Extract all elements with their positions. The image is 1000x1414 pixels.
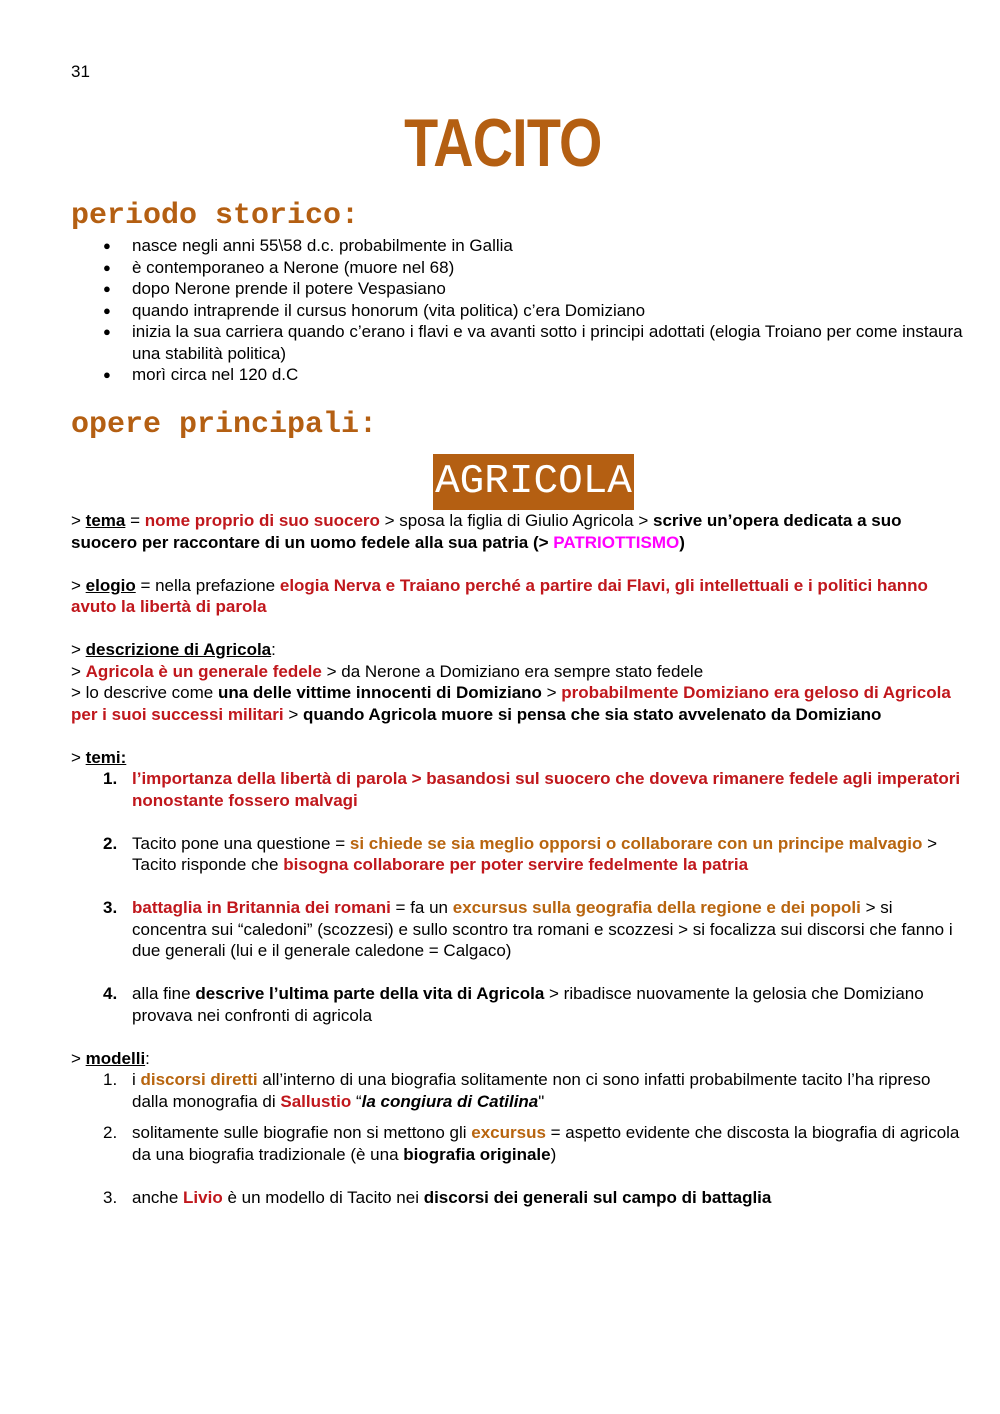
elogio-paragraph — [71, 575, 966, 618]
elogio-label: elogio — [85, 575, 136, 595]
list-item: ● morì circa nel 120 d.C — [132, 364, 966, 386]
text: probabilmente Domiziano era geloso di Agricola per i suoi successi militari — [71, 683, 951, 724]
text: > si concentra sui “caledoni” (scozzesi) e sullo scontro tra romani e scozzesi > si focalizza sui discorsi che fanno i due generali (lui e il generale caledone = Calgaco) — [132, 898, 953, 960]
item-number: 3. — [103, 1187, 118, 1207]
text: scrive un’opera dedicata a suo suocero per raccontare di un uomo fedele alla sua patria (> — [71, 511, 902, 552]
page-number: 31 — [71, 62, 90, 81]
text: anche — [132, 1187, 184, 1207]
text: > — [71, 661, 86, 681]
list-item — [103, 833, 966, 876]
text: “ — [351, 1091, 362, 1111]
text: : — [271, 640, 276, 659]
list-item — [103, 1069, 966, 1112]
item-number: 2. — [103, 833, 118, 853]
text: biografia originale — [403, 1144, 551, 1164]
text: bisogna collaborare per poter servire fedelmente la patria — [283, 855, 749, 874]
text: Sallustio — [280, 1091, 352, 1111]
descrizione-label: descrizione di Agricola — [85, 640, 272, 659]
heading-opere-principali: opere principali: — [71, 408, 378, 442]
text: > da Nerone a Domiziano era sempre stato fedele — [321, 661, 704, 681]
text: l’importanza della libertà di parola > basandosi sul suocero che doveva rimanere fedele agli imperatori nonostante fossero malvagi — [132, 769, 961, 810]
text: > — [71, 1048, 86, 1068]
list-item: ● nasce negli anni 55\58 d.c. probabilmente in Gallia — [132, 235, 966, 257]
text: > — [541, 683, 562, 702]
agricola-banner: AGRICOLA — [433, 454, 634, 510]
descrizione-line-2 — [71, 661, 966, 683]
heading-periodo-storico: periodo storico: — [71, 199, 360, 233]
modelli-label: modelli — [85, 1048, 146, 1068]
text: descrive l’ultima parte della vita di Agricola — [195, 984, 545, 1003]
text: una delle vittime innocenti di Domiziano — [217, 683, 542, 702]
text: excursus sulla geografia della regione e dei popoli — [452, 898, 861, 917]
list-item: ● dopo Nerone prende il potere Vespasiano — [132, 278, 966, 300]
list-item: ● inizia la sua carriera quando c’erano i flavi e va avanti sotto i principi adottati (elogia Troiano per come instaura una stabilità politica) — [132, 321, 966, 364]
descrizione-line-3 — [71, 682, 966, 725]
text: > — [71, 511, 86, 530]
item-number: 3. — [103, 898, 118, 917]
page-title: TACITO — [404, 105, 602, 181]
item-number: 1. — [103, 769, 118, 788]
text: > — [283, 704, 303, 724]
text: la congiura di Catilina — [361, 1091, 539, 1111]
list-item — [103, 983, 966, 1026]
text: > Tacito risponde che — [132, 833, 938, 874]
list-item — [103, 768, 966, 811]
list-item — [103, 1122, 966, 1165]
list-item: ● è contemporaneo a Nerone (muore nel 68) — [132, 257, 966, 279]
text: > sposa la figlia di Giulio Agricola > — [379, 511, 654, 530]
list-item — [103, 1187, 966, 1209]
text: all’interno di una biografia solitamente non ci sono infatti probabilmente tacito l’ha ripreso dalla monografia di — [132, 1070, 931, 1111]
text: ) — [550, 1144, 557, 1164]
item-number: 2. — [103, 1123, 118, 1142]
text: = fa un — [390, 898, 453, 917]
text: Livio — [183, 1187, 223, 1207]
text: alla fine — [132, 984, 196, 1003]
text: discorsi dei generali sul campo di battaglia — [423, 1187, 772, 1207]
agricola-body — [71, 510, 966, 1208]
section-periodo-storico — [71, 199, 966, 386]
section-opere-principali — [71, 408, 966, 1208]
text: Tacito pone una questione = — [132, 833, 350, 853]
text: è un modello di Tacito nei — [222, 1187, 424, 1207]
text: > — [71, 575, 86, 595]
text: > ribadisce nuovamente la gelosia che Domiziano provava nei confronti di agricola — [132, 984, 924, 1025]
text: si chiede se sia meglio opporsi o collaborare con un principe malvagio — [349, 833, 923, 853]
temi-list — [71, 768, 966, 1026]
text: = aspetto evidente che discosta la biografia di agricola da una biografia tradizionale (è una — [132, 1123, 960, 1164]
temi-heading — [71, 747, 966, 769]
tema-label: tema — [85, 511, 126, 530]
tema-paragraph — [71, 510, 966, 553]
text: Agricola è un generale fedele — [85, 661, 322, 681]
item-number: 1. — [103, 1070, 118, 1089]
text: " — [538, 1091, 545, 1111]
text: nome proprio di suo suocero — [144, 511, 380, 530]
item-number: 4. — [103, 984, 118, 1003]
text: battaglia in Britannia dei romani — [132, 898, 391, 917]
list-item: ● quando intraprende il cursus honorum (vita politica) c’era Domiziano — [132, 300, 966, 322]
text: i — [132, 1070, 141, 1089]
text: = — [125, 511, 145, 530]
periodo-list — [71, 235, 966, 386]
text: elogia Nerva e Traiano perché a partire dai Flavi, gli intellettuali e i politici hanno avuto la libertà di parola — [71, 575, 928, 616]
text: discorsi diretti — [140, 1070, 258, 1089]
modelli-list — [71, 1069, 966, 1208]
text: : — [145, 1048, 150, 1068]
text: > — [71, 747, 86, 767]
text: > lo descrive come — [71, 683, 218, 702]
patriottismo-highlight: PATRIOTTISMO — [553, 532, 680, 552]
temi-label: temi: — [85, 747, 127, 767]
text: excursus — [471, 1123, 546, 1142]
text: = nella prefazione — [135, 575, 280, 595]
text: solitamente sulle biografie non si mettono gli — [132, 1123, 472, 1142]
list-item — [103, 897, 966, 962]
text: quando Agricola muore si pensa che sia stato avvelenato da Domiziano — [302, 704, 882, 724]
modelli-heading — [71, 1048, 966, 1070]
descrizione-heading — [71, 639, 966, 661]
text: > — [71, 640, 86, 659]
text: ) — [679, 532, 685, 552]
